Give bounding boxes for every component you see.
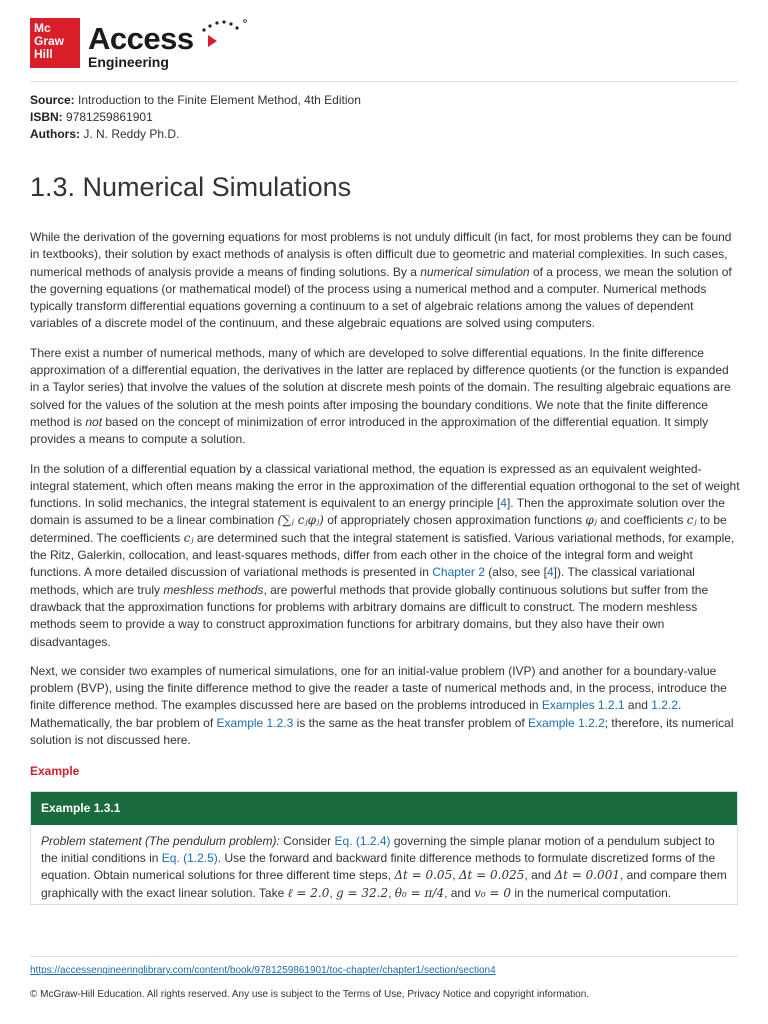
eq-1-2-5-link[interactable]: Eq. (1.2.5): [161, 850, 218, 865]
p3-text-a: In the solution of a differential equation by a classical variational method, the equation is expressed as an equivalent weighted-integral statement, which often means making the error in the approximation of the differential equation orthogonal to the set of weight functions. In solid mechanics, the integral statement is equivalent to an energy principle [: [30, 461, 740, 511]
reference-link-4[interactable]: 4: [500, 496, 507, 511]
p4-text-e: ; therefore, its numerical solution is not discussed here.: [30, 715, 734, 748]
isbn-label: ISBN:: [30, 110, 63, 124]
p3-text-g: (also, see [: [484, 565, 547, 580]
header-divider: [30, 81, 738, 82]
math-ell: ℓ = 2.0: [287, 885, 330, 900]
p3-text-h: ]). The classical variational methods, which are truly: [30, 565, 695, 597]
ex-text-h: ,: [388, 885, 395, 900]
math-c-j: cⱼ: [686, 513, 697, 528]
math-dt-005: Δt = 0.05: [394, 868, 453, 883]
example-1-2-2-link[interactable]: 1.2.2: [651, 698, 678, 713]
p3-text-i: , are powerful methods that provide globally continuous solutions but suffer from the drawback that the approximation functions for problems with arbitrary domains are difficult to construct. The modern meshless methods seem to provide a way to construct approximation functions for arbitrary domains, but they also have their own disadvantages.: [30, 582, 709, 649]
math-v0: v₀ = 0: [474, 885, 512, 900]
mcgraw-hill-logo[interactable]: [30, 18, 80, 68]
logo-line-2: Graw: [34, 34, 65, 48]
example-1-2-3-link[interactable]: Example 1.2.3: [216, 715, 294, 730]
source-value: Introduction to the Finite Element Method, 4th Edition: [78, 93, 361, 107]
p4-text-a: Next, we consider two examples of numerical simulations, one for an initial-value problem (IVP) and another for a boundary-value problem (BVP), using the finite difference method to give the reader a taste of numerical methods and, in the process, introduce the finite difference method. The examples discussed here are based on the problems introduced in: [30, 663, 727, 713]
math-g: g = 32.2: [336, 885, 389, 900]
p4-text-c: . Mathematically, the bar problem of: [30, 698, 682, 730]
example-1-2-2-link-second[interactable]: Example 1.2.2: [528, 715, 605, 730]
reference-link-4-second[interactable]: 4: [546, 565, 554, 580]
ex-text-f: , and compare them graphically with the exact linear solution. Take: [41, 868, 727, 900]
problem-statement-label: Problem statement (The pendulum problem):: [41, 833, 280, 848]
ex-text-b: governing the simple planar motion of a pendulum subject to the initial conditions in: [41, 833, 715, 865]
p1-text-a: While the derivation of the governing equations for most problems is not unduly difficult (in fact, for most problems they can be found in textbooks), their solution by exact methods of analysis is often difficult due to geometric and material complexities. In such cases, numerical methods of analysis provide a means of finding solutions. By a: [30, 230, 732, 279]
paragraph-3: [30, 461, 740, 651]
authors-value: J. N. Reddy Ph.D.: [83, 127, 180, 141]
math-linear-combination: (∑ⱼ cⱼφⱼ): [277, 513, 324, 528]
chapter-2-link[interactable]: Chapter 2: [432, 565, 485, 580]
paragraph-2: [30, 345, 740, 449]
brand-access: Access: [88, 21, 194, 56]
paragraph-4: [30, 663, 740, 749]
page-title: 1.3. Numerical Simulations: [30, 172, 352, 202]
math-dt-0001: Δt = 0.001: [554, 868, 620, 883]
logo-line-1: Mc: [34, 21, 51, 35]
p3-text-b: ]. Then the approximate solution over the domain is assumed to be a linear combination: [30, 496, 725, 528]
footer-divider: [30, 956, 738, 957]
example-header[interactable]: Example 1.3.1: [31, 792, 737, 825]
book-metadata: [30, 92, 361, 143]
ex-text-i: , and: [444, 885, 475, 900]
p3-text-f: are determined such that the integral statement is satisfied. Various variational methods, for example, the Ritz, Galerkin, collocation, and least-squares methods, differ from each other in the choice of the integral form and weight functions. A more detailed discussion of variational methods is presented in: [30, 530, 735, 580]
article-body: [30, 229, 740, 905]
source-label: Source:: [30, 93, 75, 107]
p3-text-d: and coefficients: [596, 513, 687, 528]
logo-line-3: Hill: [34, 47, 53, 61]
example-section-label: Example: [30, 764, 80, 779]
ex-text-e: , and: [524, 868, 555, 883]
source-line: [30, 92, 361, 109]
eq-1-2-4-link[interactable]: Eq. (1.2.4): [334, 833, 391, 848]
p4-text-b: and: [624, 698, 652, 713]
math-dt-0025: Δt = 0.025: [458, 868, 525, 883]
math-c-j-2: cⱼ: [183, 530, 194, 545]
isbn-value: 9781259861901: [66, 110, 153, 124]
footer-copyright: © McGraw-Hill Education. All rights reserved. Any use is subject to the Terms of Use, Privacy Notice and copyright information.: [30, 989, 590, 1000]
authors-label: Authors:: [30, 127, 80, 141]
ex-text-c: . Use the forward and backward finite difference methods to formulate discretized forms of the equation. Obtain numerical solutions for three different time steps,: [41, 850, 716, 883]
p3-emphasis: meshless methods: [163, 582, 264, 597]
authors-line: [30, 126, 361, 143]
math-phi-j: φⱼ: [585, 513, 597, 528]
p2-text-a: There exist a number of numerical methods, many of which are developed to solve differential equations. In the finite difference approximation of a differential equation, the derivatives in the latter are replaced by difference quotients (or the function is expanded in a Taylor series) that involve the values of the solution at discrete mesh points of the domain. The resulting algebraic equations are solved for the values of the solution at the mesh points after imposing the boundary conditions. We note that the finite difference method is: [30, 345, 731, 429]
p2-text-b: based on the concept of minimization of error introduced in the approximation of the differential equation. It simply provides a means to compute a solution.: [30, 414, 709, 447]
brand-engineering: Engineering: [88, 54, 169, 70]
ex-text-j: in the numerical computation.: [511, 885, 672, 900]
p2-emphasis: not: [85, 414, 103, 429]
ex-text-d: ,: [452, 868, 459, 883]
example-body: [31, 825, 737, 904]
example-box: [30, 791, 738, 905]
p1-text-b: of a process, we mean the solution of the governing equations (or mathematical model) of the process using a numerical method and a computer. Numerical methods typically transform differential equations governing a continuum to a set of algebraic relations among the values of dependent variables of a discrete model of the continuum, and these algebraic equations are solved using computers.: [30, 264, 732, 331]
site-header: [30, 18, 738, 70]
ex-text-a: Consider: [279, 833, 335, 848]
p1-emphasis: numerical simulation: [420, 264, 530, 279]
p3-text-e: to be determined. The coefficients: [30, 513, 727, 545]
ex-text-g: ,: [329, 885, 337, 900]
isbn-line: [30, 109, 361, 126]
brand-dots-icon: [198, 18, 248, 34]
math-theta0: θ₀ = π/4: [394, 885, 445, 900]
brand-arrow-icon: [208, 35, 217, 47]
p4-text-d: is the same as the heat transfer problem of: [293, 715, 529, 730]
p3-text-c: of appropriately chosen approximation functions: [323, 513, 586, 528]
examples-1-2-1-link[interactable]: Examples 1.2.1: [541, 698, 625, 713]
paragraph-1: [30, 229, 740, 333]
footer-url-link[interactable]: https://accessengineeringlibrary.com/content/book/9781259861901/toc-chapter/chapter1/section/section4: [30, 965, 496, 976]
